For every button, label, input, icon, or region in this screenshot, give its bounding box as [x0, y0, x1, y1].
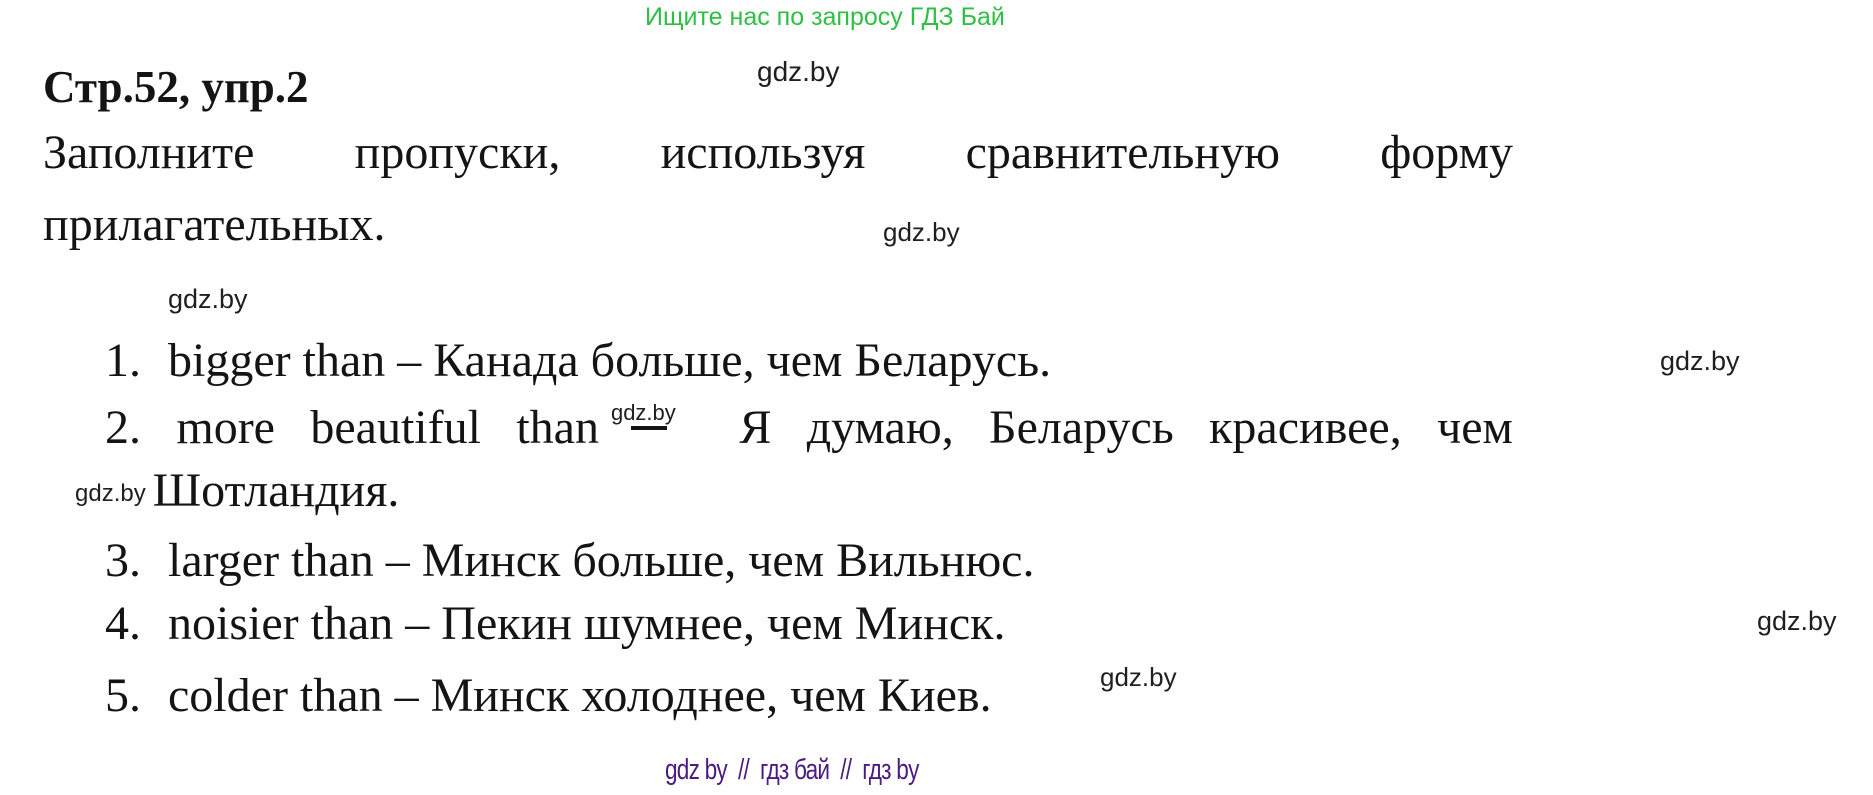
item-word: красивее,	[1209, 401, 1402, 454]
promo-banner: Ищите нас по запросу ГДЗ Бай	[645, 3, 1005, 31]
instruction-word: пропуски,	[354, 126, 561, 179]
exercise-item-3	[105, 532, 1034, 590]
exercise-item-1	[105, 332, 1051, 390]
gdz-watermark: gdz.by	[168, 284, 248, 314]
exercise-item-4	[105, 595, 1005, 653]
item-word: more	[176, 401, 275, 454]
item-text: larger than – Минск больше, чем Вильнюс.	[168, 534, 1035, 587]
item-word: Беларусь	[989, 401, 1174, 454]
item-number: 5.	[105, 669, 141, 722]
instruction-line-2: прилагательных.	[43, 198, 386, 251]
item-word: думаю,	[806, 401, 954, 454]
item-text: bigger than – Канада больше, чем Беларусь.	[168, 334, 1052, 387]
item-word-with-watermark	[516, 399, 704, 457]
exercise-item-2-line-1	[105, 399, 1513, 457]
footer-text: gdz by // гдз бай // гдз by	[665, 754, 919, 786]
item-text: noisier than – Пекин шумнее, чем Минск.	[168, 597, 1006, 650]
exercise-item-2-line-2	[75, 462, 399, 523]
item-text: Шотландия.	[152, 464, 400, 517]
watermark-dash-overlap	[599, 400, 704, 443]
gdz-watermark: gdz.by	[75, 480, 146, 507]
dash-underline	[631, 426, 667, 430]
item-word: чем	[1437, 401, 1513, 454]
gdz-watermark: gdz.by	[757, 56, 840, 87]
exercise-item-5	[105, 667, 992, 725]
item-word: beautiful	[310, 401, 481, 454]
instruction-word: форму	[1380, 126, 1513, 179]
item-number: 2.	[105, 401, 141, 454]
instruction-word: Заполните	[43, 126, 255, 179]
gdz-watermark: gdz.by	[1100, 662, 1177, 692]
gdz-watermark: gdz.by	[610, 400, 676, 425]
item-word: than	[516, 401, 599, 454]
item-number: 4.	[105, 597, 141, 650]
page-heading: Стр.52, упр.2	[43, 62, 309, 112]
item-word: Я	[739, 401, 772, 454]
gdz-watermark: gdz.by	[1757, 606, 1837, 636]
gdz-watermark: gdz.by	[883, 217, 960, 247]
item-number: 1.	[105, 334, 141, 387]
item-text: colder than – Минск холоднее, чем Киев.	[168, 669, 992, 722]
instruction-word: используя	[660, 126, 866, 179]
gdz-watermark: gdz.by	[1660, 346, 1740, 376]
instruction-line-1	[43, 124, 1513, 182]
item-number: 3.	[105, 534, 141, 587]
instruction-word: сравнительную	[965, 126, 1280, 179]
